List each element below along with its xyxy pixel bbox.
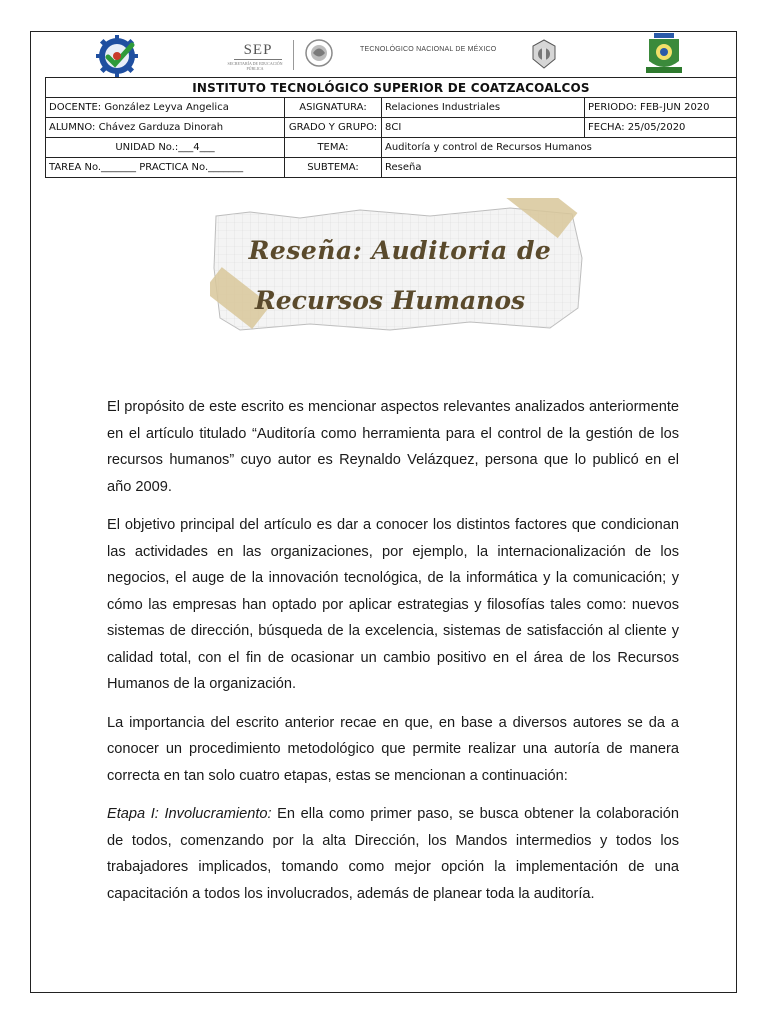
asignatura-value: Relaciones Industriales bbox=[382, 98, 585, 118]
info-table bbox=[45, 77, 737, 178]
tecnm-label: TECNOLÓGICO NACIONAL DE MÉXICO bbox=[360, 46, 497, 53]
table-row bbox=[46, 98, 737, 118]
table-row bbox=[46, 78, 737, 98]
banner-title bbox=[210, 226, 590, 326]
table-row bbox=[46, 118, 737, 138]
tema-label: TEMA: bbox=[285, 138, 382, 158]
docente-cell: DOCENTE: González Leyva Angelica bbox=[46, 98, 285, 118]
alumno-cell: ALUMNO: Chávez Garduza Dinorah bbox=[46, 118, 285, 138]
banner-line-2: Recursos Humanos bbox=[254, 286, 526, 315]
tecnm-emblem-icon bbox=[531, 39, 557, 69]
paragraph-1: El propósito de este escrito es mencionar aspectos relevantes analizados anteriormente en el artículo titulado “Auditoría como herramienta para el control de la gestión de los recursos humanos” cuyo autor es Reynaldo Velázquez, persona que lo publicó en el año 2009. bbox=[107, 399, 679, 495]
itesco-emblem-icon bbox=[641, 33, 687, 77]
table-row bbox=[46, 138, 737, 158]
periodo-cell: PERIODO: FEB-JUN 2020 bbox=[585, 98, 737, 118]
coat-of-arms-icon bbox=[303, 38, 335, 68]
header-divider bbox=[293, 40, 294, 70]
fecha-cell: FECHA: 25/05/2020 bbox=[585, 118, 737, 138]
paragraph-2: El objetivo principal del artículo es dar a conocer los distintos factores que condicionan las actividades en las organizaciones, por ejemplo, la internacionalización de los negocios, el auge de la innovación tecnológica, de la informática y la comunicación; y cómo las empresas han optado por aplicar estrategias y filosofías tales como: nuevos sistemas de dirección, búsqueda de la excelencia, sistemas de satisfacción al cliente y calidad total, con el fin de ocasionar un cambio positivo en el área de los Recursos Humanos de la organización. bbox=[107, 517, 679, 692]
stage-text: En ella como primer paso, se busca obtener la colaboración de todos, comenzando por la alta Dirección, los Mandos intermedios y todos los trabajadores implicados, tomando como mejor opción la implementación de una capacitación a todos los involucrados, además de planear toda la auditoría. bbox=[107, 806, 679, 902]
grado-label: GRADO Y GRUPO: bbox=[285, 118, 382, 138]
tarea-cell: TAREA No._______ PRACTICA No._______ bbox=[46, 158, 285, 178]
stage-heading: Etapa I: Involucramiento: bbox=[107, 806, 272, 822]
banner-line-1: Reseña: Auditoria de bbox=[248, 236, 552, 265]
tema-value: Auditoría y control de Recursos Humanos bbox=[382, 138, 737, 158]
subtema-label: SUBTEMA: bbox=[285, 158, 382, 178]
table-row bbox=[46, 158, 737, 178]
gear-logo-icon bbox=[94, 35, 140, 77]
sep-logo bbox=[220, 42, 290, 72]
unidad-cell: UNIDAD No.:___4___ bbox=[46, 138, 285, 158]
review-body bbox=[107, 394, 679, 919]
sep-subtitle: SECRETARÍA DE EDUCACIÓN PÚBLICA bbox=[227, 61, 283, 71]
paragraph-4 bbox=[107, 801, 679, 907]
asignatura-label: ASIGNATURA: bbox=[285, 98, 382, 118]
grado-value: 8CI bbox=[382, 118, 585, 138]
subtema-value: Reseña bbox=[382, 158, 737, 178]
paragraph-3: La importancia del escrito anterior recae en que, en base a diversos autores se da a conocer un procedimiento metodológico que permite realizar una autoría de manera correcta en tan solo cuatro etapas, estas se mencionan a continuación: bbox=[107, 714, 679, 784]
itesco-logo bbox=[641, 33, 687, 77]
institute-title: INSTITUTO TECNOLÓGICO SUPERIOR DE COATZACOALCOS bbox=[46, 78, 737, 98]
sep-label: SEP bbox=[234, 42, 282, 60]
